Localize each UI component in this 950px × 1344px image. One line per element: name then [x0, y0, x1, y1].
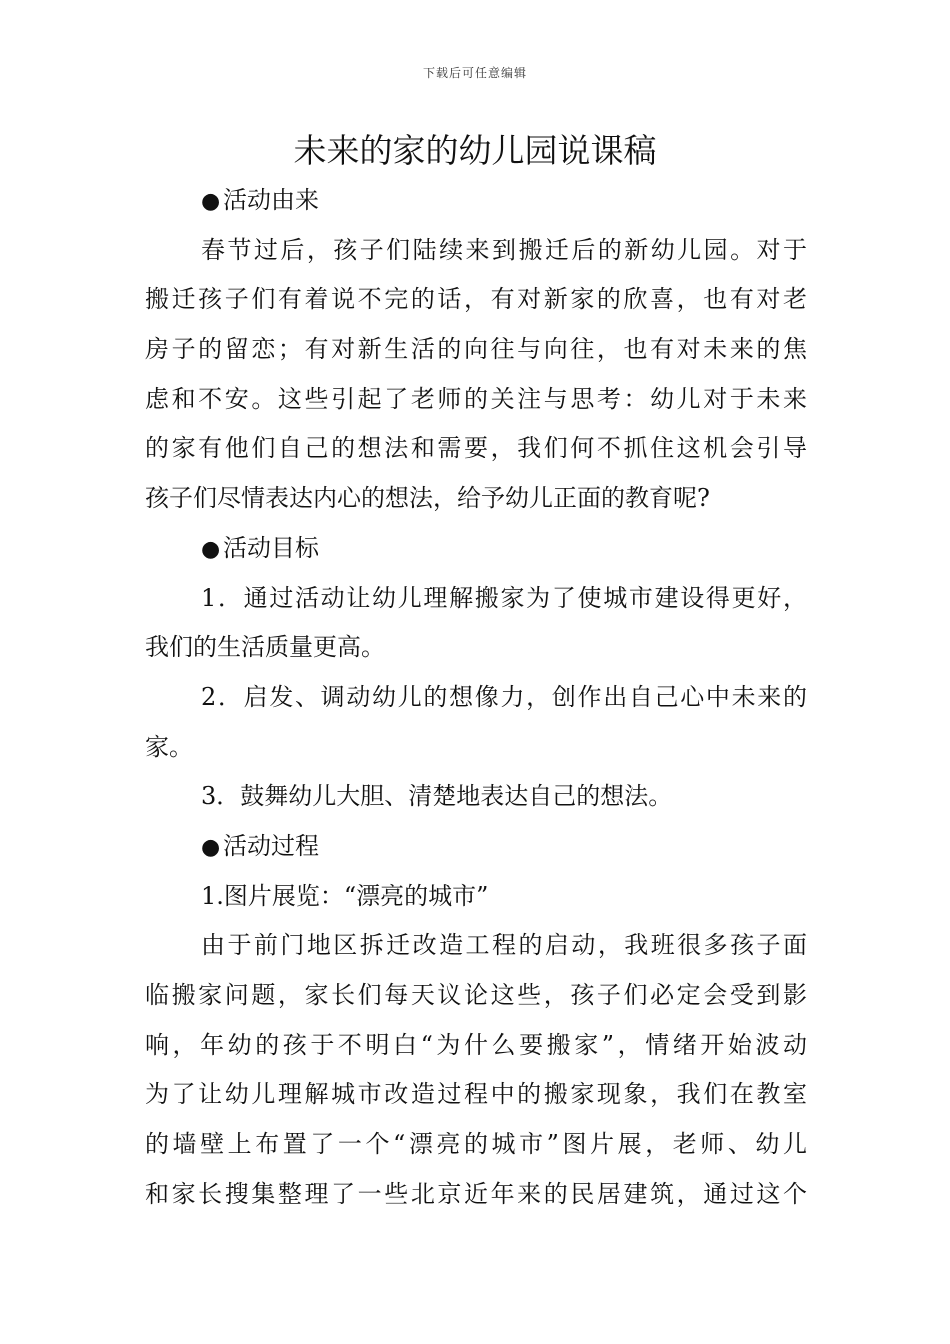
section-heading-origin — [145, 176, 807, 226]
paragraph-line: 和家长搜集整理了一些北京近年来的民居建筑，通过这个 — [145, 1179, 807, 1208]
document-title: 未来的家的幼儿园说课稿 — [293, 131, 657, 170]
goal-item-1-line: 我们的生活质量更高。 — [145, 633, 385, 662]
goal-item-1-line: 1．通过活动让幼儿理解搬家为了使城市建设得更好， — [201, 583, 807, 612]
paragraph-line: 虑和不安。这些引起了老师的关注与思考：幼儿对于未来 — [145, 384, 807, 413]
paragraph-line: 的墙壁上布置了一个“漂亮的城市”图片展，老师、幼儿 — [145, 1130, 807, 1159]
paragraph-line: 春节过后，孩子们陆续来到搬迁后的新幼儿园。对于 — [201, 235, 807, 264]
paragraph-line: 由于前门地区拆迁改造工程的启动，我班很多孩子面 — [201, 931, 807, 960]
paragraph-line: 房子的留恋；有对新生活的向往与向往，也有对未来的焦 — [145, 335, 807, 364]
section-heading-label: 活动目标 — [223, 533, 319, 562]
section-heading-label: 活动过程 — [223, 831, 319, 860]
paragraph-line: 临搬家问题，家长们每天议论这些，孩子们必定会受到影 — [145, 981, 807, 1009]
paragraph-line: 的家有他们自己的想法和需要，我们何不抓住这机会引导 — [145, 434, 807, 463]
process-subheading: 1.图片展览：“漂亮的城市” — [201, 881, 489, 910]
bullet-icon: ● — [201, 536, 221, 562]
paragraph-line: 为了让幼儿理解城市改造过程中的搬家现象，我们在教室 — [145, 1080, 807, 1109]
goal-item-2-line: 家。 — [145, 732, 193, 761]
bullet-icon: ● — [201, 834, 221, 860]
goal-item-3: 3．鼓舞幼儿大胆、清楚地表达自己的想法。 — [201, 782, 673, 811]
page-header-note: 下载后可任意编辑 — [422, 66, 527, 80]
paragraph-line: 孩子们尽情表达内心的想法，给予幼儿正面的教育呢? — [145, 484, 710, 513]
paragraph-line: 搬迁孩子们有着说不完的话，有对新家的欣喜，也有对老 — [145, 285, 807, 314]
document-body — [145, 176, 807, 1219]
section-heading-goals — [145, 524, 807, 574]
section-heading-label: 活动由来 — [223, 186, 319, 214]
bullet-icon: ● — [201, 189, 221, 214]
section-heading-process — [145, 822, 807, 872]
paragraph-line: 响，年幼的孩于不明白“为什么要搬家”，情绪开始波动 — [145, 1030, 807, 1059]
goal-item-2-line: 2．启发、调动幼儿的想像力，创作出自己心中未来的 — [201, 682, 807, 711]
